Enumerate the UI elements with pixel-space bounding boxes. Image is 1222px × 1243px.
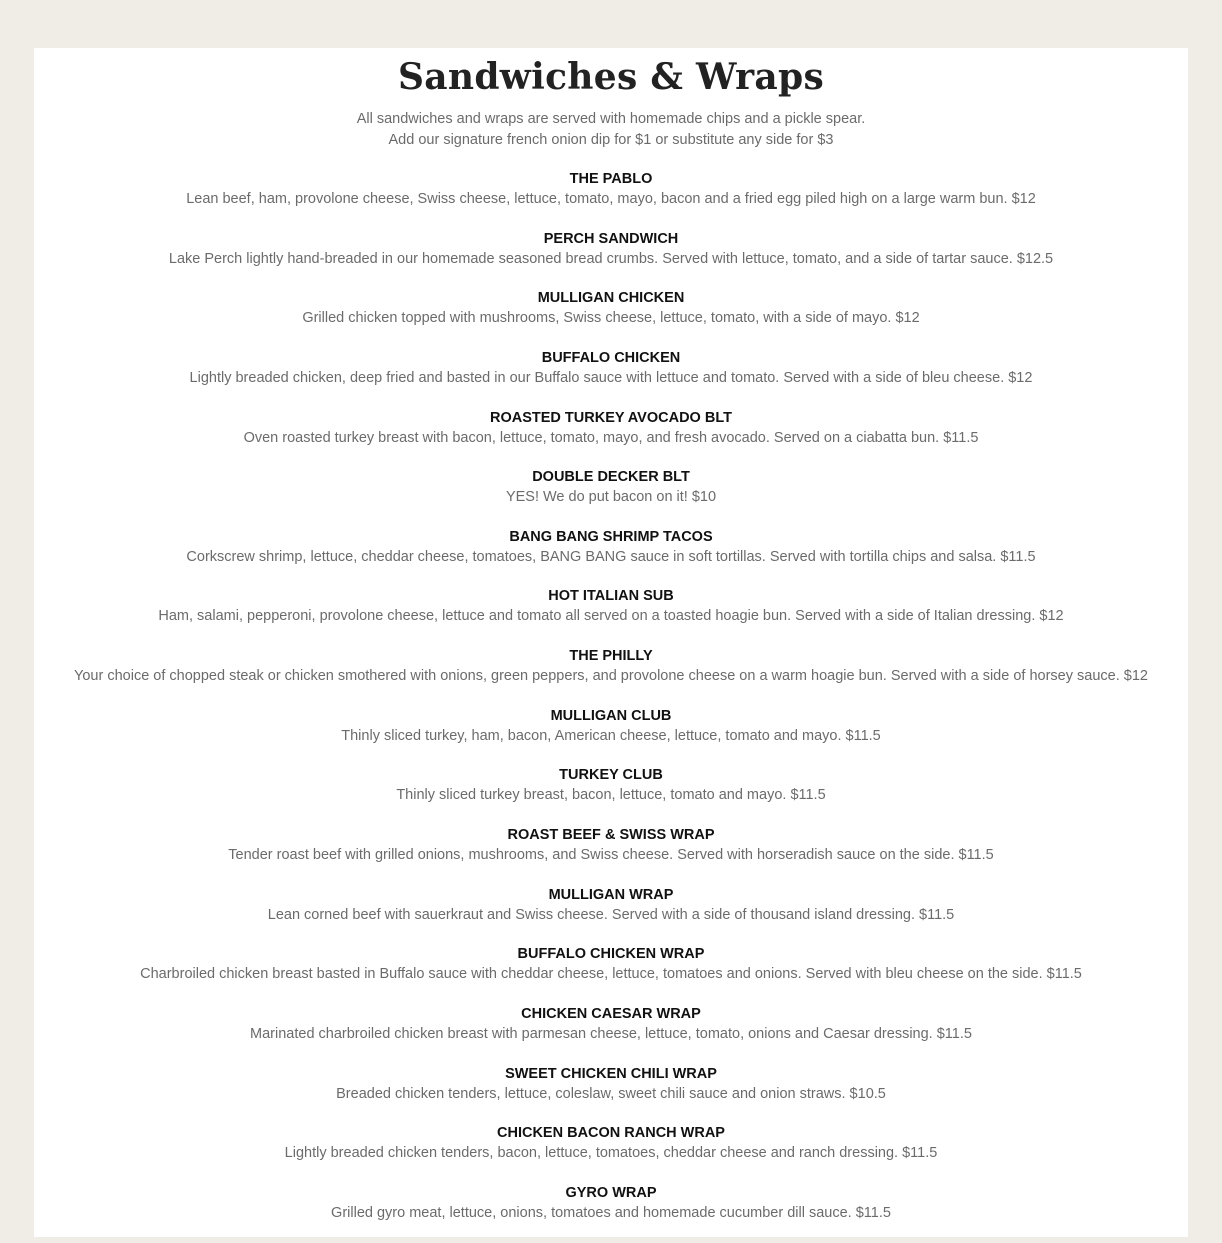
menu-item-name: PERCH SANDWICH (543, 230, 679, 247)
menu-item (34, 467, 1188, 527)
intro-line-sides: All sandwiches and wraps are served with homemade chips and a pickle spear. (356, 111, 866, 127)
menu-item-name: MULLIGAN WRAP (548, 886, 674, 903)
menu-item-description: Thinly sliced turkey, ham, bacon, American cheese, lettuce, tomato and mayo. $11.5 (341, 727, 881, 744)
menu-item (34, 646, 1188, 706)
menu-item-description: Charbroiled chicken breast basted in Buffalo sauce with cheddar cheese, lettuce, tomatoes and onions. Served with bleu cheese on the side. $11.5 (140, 966, 1082, 983)
menu-item (34, 1004, 1188, 1064)
menu-item-name: SWEET CHICKEN CHILI WRAP (505, 1065, 717, 1082)
menu-item-description: Lake Perch lightly hand-breaded in our homemade seasoned bread crumbs. Served with lettuce, tomato, and a side of tartar sauce. $12.5 (168, 250, 1054, 267)
menu-item-description: Grilled chicken topped with mushrooms, Swiss cheese, lettuce, tomato, with a side of mayo. $12 (302, 310, 920, 327)
menu-item-description: Lightly breaded chicken, deep fried and basted in our Buffalo sauce with lettuce and tomato. Served with a side of bleu cheese. $12 (189, 369, 1033, 386)
menu-item-description: Tender roast beef with grilled onions, mushrooms, and Swiss cheese. Served with horseradish sauce on the side. $11.5 (228, 847, 994, 864)
menu-item-name: CHICKEN BACON RANCH WRAP (497, 1125, 725, 1142)
menu-item-name: BUFFALO CHICKEN (541, 349, 681, 366)
menu-item (34, 169, 1188, 229)
page-title: Sandwiches & Wraps (397, 56, 825, 98)
menu-item-description: Corkscrew shrimp, lettuce, cheddar cheese, tomatoes, BANG BANG sauce in soft tortillas. Served with tortilla chips and salsa. $11.5 (186, 548, 1036, 565)
intro-line-upgrades: Add our signature french onion dip for $1 or substitute any side for $3 (388, 132, 834, 148)
menu-item (34, 1123, 1188, 1183)
menu-item-name: CHICKEN CAESAR WRAP (521, 1005, 701, 1022)
menu-item (34, 348, 1188, 408)
menu-item-name: BUFFALO CHICKEN WRAP (517, 946, 705, 963)
menu-item (34, 408, 1188, 468)
menu-item-name: ROAST BEEF & SWISS WRAP (507, 827, 715, 844)
menu-item (34, 288, 1188, 348)
menu-item (34, 825, 1188, 885)
menu-item (34, 1183, 1188, 1243)
menu-item (34, 885, 1188, 945)
menu-item (34, 229, 1188, 289)
menu-item-description: Thinly sliced turkey breast, bacon, lettuce, tomato and mayo. $11.5 (396, 787, 826, 804)
menu-item (34, 527, 1188, 587)
menu-item-name: BANG BANG SHRIMP TACOS (509, 528, 713, 545)
menu-item-description: Lean beef, ham, provolone cheese, Swiss cheese, lettuce, tomato, mayo, bacon and a fried egg piled high on a large warm bun. $12 (186, 191, 1036, 207)
menu-item-description: Lightly breaded chicken tenders, bacon, lettuce, tomatoes, cheddar cheese and ranch dressing. $11.5 (284, 1145, 938, 1162)
menu-intro (34, 109, 1188, 151)
menu-item-name: DOUBLE DECKER BLT (532, 469, 690, 486)
menu-item-description: Oven roasted turkey breast with bacon, lettuce, tomato, mayo, and fresh avocado. Served on a ciabatta bun. $11.5 (243, 429, 979, 446)
menu-item-name: TURKEY CLUB (559, 767, 663, 784)
menu-item-description: Breaded chicken tenders, lettuce, coleslaw, sweet chili sauce and onion straws. $10.5 (336, 1085, 886, 1102)
menu-item-description: YES! We do put bacon on it! $10 (505, 489, 717, 506)
menu-item-name: THE PHILLY (569, 648, 653, 665)
menu-item-description: Grilled gyro meat, lettuce, onions, tomatoes and homemade cucumber dill sauce. $11.5 (331, 1204, 891, 1221)
menu-item-name: THE PABLO (569, 171, 653, 187)
menu-item-name: ROASTED TURKEY AVOCADO BLT (490, 409, 732, 426)
menu-item-name: MULLIGAN CHICKEN (537, 290, 685, 307)
menu-item-name: GYRO WRAP (565, 1184, 657, 1201)
menu-item-description: Lean corned beef with sauerkraut and Swiss cheese. Served with a side of thousand island dressing. $11.5 (267, 906, 955, 923)
menu-item-description: Ham, salami, pepperoni, provolone cheese, lettuce and tomato all served on a toasted hoagie bun. Served with a side of Italian dressing. $12 (158, 608, 1064, 625)
menu-item-list (34, 169, 1188, 1243)
menu-item-description: Marinated charbroiled chicken breast with parmesan cheese, lettuce, tomato, onions and Caesar dressing. $11.5 (250, 1025, 972, 1042)
menu-item-name: HOT ITALIAN SUB (548, 588, 674, 605)
menu-item (34, 944, 1188, 1004)
menu-item (34, 1064, 1188, 1124)
menu-card (34, 48, 1188, 1237)
menu-item (34, 765, 1188, 825)
menu-item-description: Your choice of chopped steak or chicken smothered with onions, green peppers, and provolone cheese on a warm hoagie bun. Served with a side of horsey sauce. $12 (74, 668, 1148, 685)
menu-item (34, 706, 1188, 766)
menu-item-name: MULLIGAN CLUB (550, 707, 672, 724)
menu-item (34, 586, 1188, 646)
